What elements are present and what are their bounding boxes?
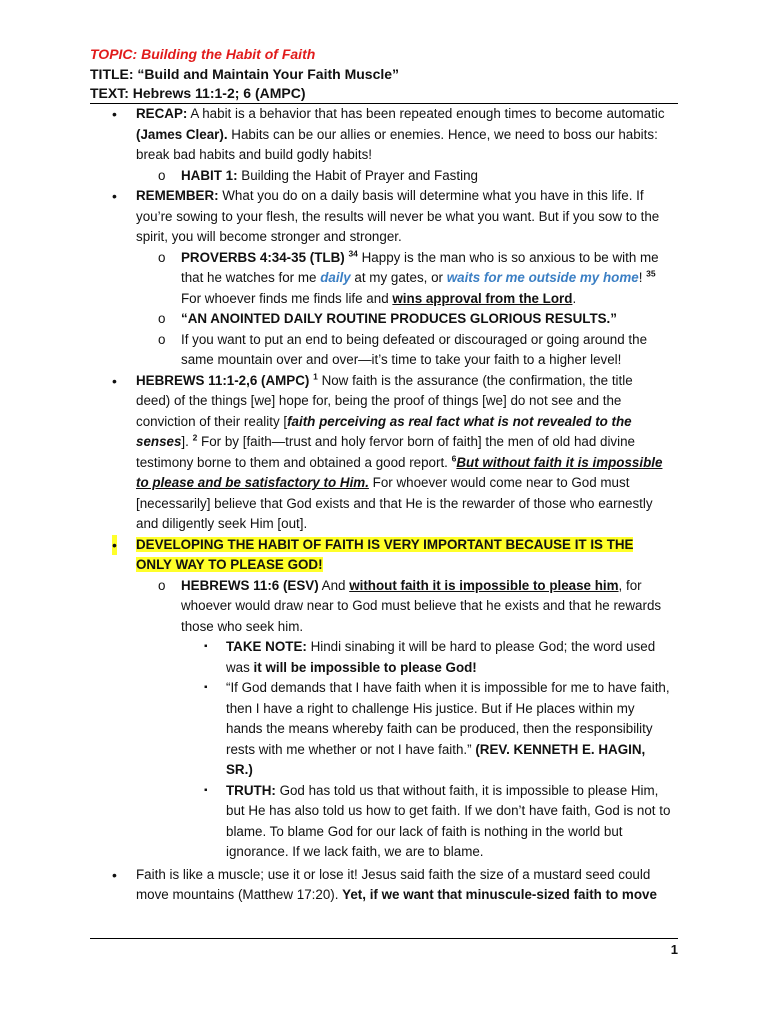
hagin-quote-subitem: ▪ “If God demands that I have faith when it is impossible for me to have faith, then I have a right to challenge His justice. But if He places within my hands the means whereby faith can be produced, then the responsibility rests with me whether or not I have faith.” (REV. KENNETH E. HAGIN, SR.) (204, 680, 670, 777)
recap-bullet: • RECAP: A habit is a behavior that has been repeated enough times to become automatic (James Clear). Habits can be our allies or enemies. Hence, we need to boss our habits: break bad habits and build godly habits! (112, 106, 665, 162)
take-note-subitem: ▪ TAKE NOTE: Hindi sinabing it will be hard to please God; the word used was it will be impossible to please God! (204, 639, 656, 675)
circle-marker: o (158, 577, 166, 593)
bullet-marker: • (112, 866, 117, 883)
text-reference-line: TEXT: Hebrews 11:1-2; 6 (AMPC) (90, 85, 306, 101)
circle-marker: o (158, 249, 166, 265)
square-marker: ▪ (204, 784, 208, 796)
habit-1-subitem: o HABIT 1: Building the Habit of Prayer and Fasting (181, 166, 668, 187)
hebrews-esv-subitem: o HEBREWS 11:6 (ESV) And without faith it is impossible to please him, for whoever would draw near to God must believe that he exists and that he rewards those who seek him. (158, 577, 662, 634)
circle-marker: o (158, 331, 166, 347)
remember-bullet: • REMEMBER: What you do on a daily basis will determine what you have in this life. If you’re sowing to your flesh, the results will never be what you want. But if you sow to the spirit, you will become stronger and stronger. (112, 188, 660, 244)
square-marker: ▪ (204, 682, 208, 693)
document-body (0, 104, 768, 906)
recap-label: RECAP: (136, 106, 188, 121)
proverbs-subitem: o PROVERBS 4:34-35 (TLB) $^{34}$ Happy is the man who is so anxious to be with me that he watches for me daily at my gates, or waits for me outside my home! $^{35}$ For whoever finds me finds life and wins approval from the Lord. (158, 248, 659, 306)
truth-subitem: ▪ TRUTH: God has told us that without faith, it is impossible to please Him, but He has also told us how to get faith. If we don’t have faith, God is not to blame. To blame God for our lack of faith is nothing in the world but ignorance. If we lack faith, we are to blame. (204, 782, 671, 859)
square-marker: ▪ (204, 641, 208, 652)
footer-divider (90, 938, 678, 939)
recap-source: (James Clear). (136, 126, 228, 142)
bullet-marker: • (112, 106, 117, 122)
page-number: 1 (670, 942, 678, 957)
highlighted-statement: DEVELOPING THE HABIT OF FAITH IS VERY IMPORTANT BECAUSE IT IS THE ONLY WAY TO PLEASE GOD! (136, 536, 634, 572)
bullet-marker: • (112, 372, 117, 389)
anointed-routine-subitem: o “AN ANOINTED DAILY ROUTINE PRODUCES GLORIOUS RESULTS.” (181, 309, 668, 330)
bullet-marker: • (112, 188, 117, 204)
bullet-marker: • (112, 535, 117, 556)
circle-marker: o (158, 167, 166, 183)
circle-marker: o (158, 311, 166, 326)
higher-level-subitem: o If you want to put an end to being defeated or discouraged or going around the same mountain over and over—it’s time to take your faith to a higher level! (158, 331, 648, 367)
hebrews-ampc-bullet: • HEBREWS 11:1-2,6 (AMPC) $^1$ Now faith is the assurance (the confirmation, the title deed) of the things [we] hope for, being the proof of things [we] do not see and the conviction of their reality [faith perceiving as real fact what is not revealed to the senses]. $^2$ For by [faith—trust and holy fervor born of faith] the men of old had divine testimony borne to them and obtained a good report. $^6$But without faith it is impossible to please and be satisfactory to Him. For whoever would come near to God must [necessarily] believe that God exists and that He is the rewarder of those who earnestly and diligently seek Him [out]. (112, 371, 663, 531)
developing-habit-bullet (112, 535, 668, 576)
title-line: TITLE: “Build and Maintain Your Faith Muscle” (90, 66, 400, 82)
faith-muscle-bullet: • Faith is like a muscle; use it or lose it! Jesus said faith the size of a mustard seed could move mountains (Matthew 17:20). Yet, if we want that minuscule-sized faith to move (112, 866, 657, 902)
topic-line: TOPIC: Building the Habit of Faith (90, 46, 316, 62)
